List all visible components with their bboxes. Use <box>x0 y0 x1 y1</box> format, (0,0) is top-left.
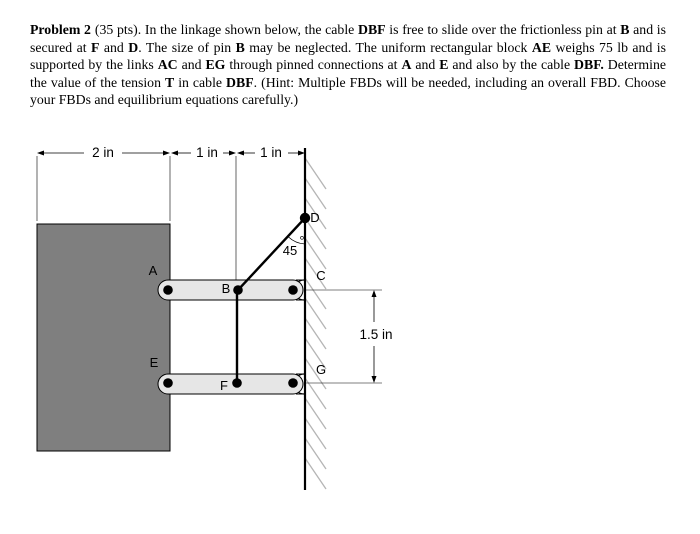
label-f: F <box>220 378 228 393</box>
angle-degree-symbol: ° <box>299 233 305 248</box>
problem-text: and <box>177 57 206 73</box>
problem-emphasis: DBF. <box>574 57 604 73</box>
pin-f <box>232 378 242 388</box>
problem-text: . (Hint: Multiple FBDs will be needed, including an overall FBD. Choose your FBDs and equilibrium equations carefully.) <box>30 74 666 108</box>
problem-points: (35 pts). <box>94 22 142 37</box>
wall-hatching <box>305 158 326 489</box>
label-g: G <box>315 362 327 377</box>
block-ae <box>37 224 170 451</box>
pin-c <box>288 285 298 295</box>
label-c: C <box>316 268 326 283</box>
problem-text: is free to slide over the frictionless pin at <box>385 22 621 37</box>
problem-emphasis: B <box>235 39 245 55</box>
dimension-1in-first <box>171 145 236 160</box>
dimension-1.5in-label: 1.5 in <box>359 327 393 342</box>
problem-emphasis: D <box>128 39 139 55</box>
dimension-1in-second-label: 1 in <box>260 145 282 160</box>
problem-text: and also by the cable <box>448 57 575 73</box>
label-b: B <box>221 281 231 296</box>
problem-emphasis: EG <box>205 57 226 73</box>
pin-a <box>163 285 173 295</box>
problem-text: and <box>411 57 440 73</box>
problem-text: may be neglected. The uniform rectangular block <box>244 39 532 55</box>
problem-text: In the linkage shown below, the cable <box>141 22 358 37</box>
problem-text: . The size of pin <box>138 39 236 55</box>
dimension-2in <box>37 145 170 160</box>
problem-emphasis: AE <box>531 39 552 55</box>
problem-text: and is secured at <box>30 22 667 55</box>
problem-text: Determine the value of the tension <box>30 57 666 90</box>
problem-emphasis: B <box>620 22 630 37</box>
problem-text: through pinned connections at <box>225 57 402 73</box>
pin-e <box>163 378 173 388</box>
pin-g <box>288 378 298 388</box>
problem-emphasis: T <box>164 74 175 90</box>
pin-b <box>233 285 243 295</box>
problem-emphasis: DBF <box>357 22 386 37</box>
pin-d <box>300 213 310 223</box>
problem-emphasis: F <box>90 39 100 55</box>
problem-emphasis: A <box>401 57 412 73</box>
problem-emphasis: DBF <box>226 74 254 90</box>
link-eg <box>158 374 303 394</box>
problem-text: in cable <box>174 74 227 90</box>
dimension-1in-second <box>237 145 305 160</box>
problem-text: and <box>99 39 129 55</box>
problem-heading: Problem 2 <box>30 22 91 37</box>
problem-emphasis: AC <box>157 57 178 73</box>
label-a: A <box>148 263 158 278</box>
label-e: E <box>149 355 159 370</box>
dimension-2in-label: 2 in <box>92 145 114 160</box>
label-d: D <box>310 210 320 225</box>
dimension-1in-first-label: 1 in <box>196 145 218 160</box>
problem-text: weighs 75 lb and is supported by the links <box>30 39 666 73</box>
link-ac <box>158 280 303 300</box>
angle-label: 45 <box>282 243 298 258</box>
problem-emphasis: E <box>439 57 449 73</box>
